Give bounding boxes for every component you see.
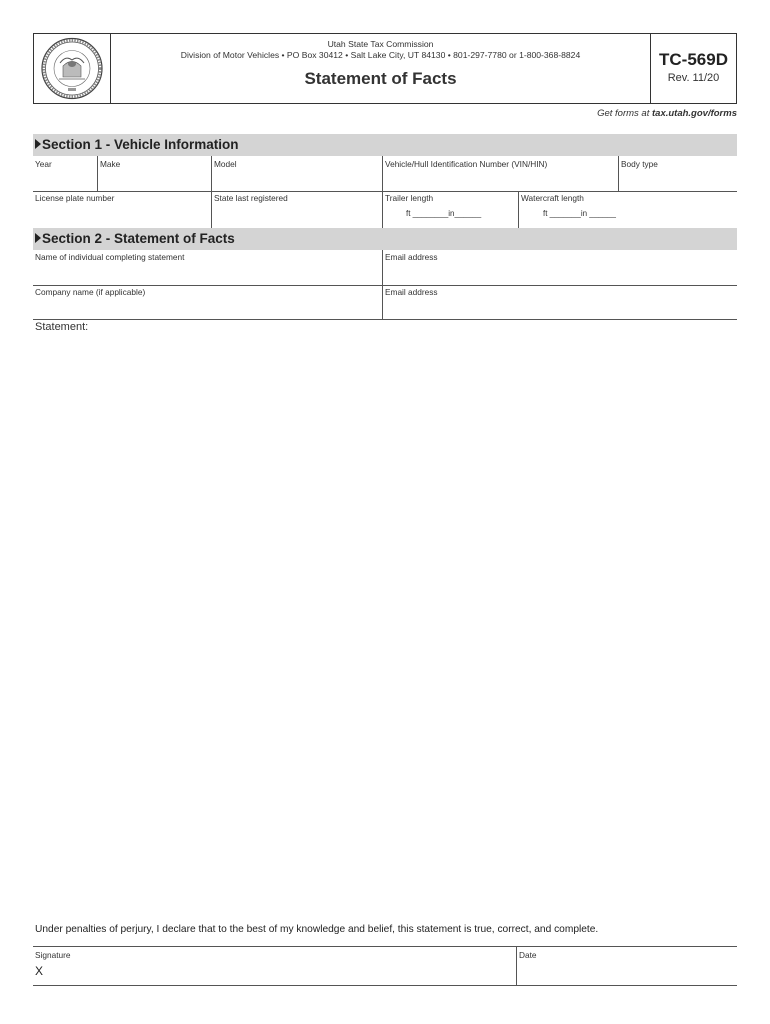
statement-label: Statement:: [35, 321, 89, 333]
state-registered-label: State last registered: [214, 193, 288, 203]
license-plate-field[interactable]: [33, 192, 211, 228]
vin-label: Vehicle/Hull Identification Number (VIN/HIN): [385, 159, 548, 169]
company-email-field[interactable]: [383, 286, 737, 319]
year-label: Year: [35, 159, 52, 169]
get-forms-note: [597, 108, 737, 119]
get-forms-link[interactable]: tax.utah.gov/forms: [652, 108, 737, 119]
email-field[interactable]: [383, 250, 737, 285]
year-field[interactable]: [33, 156, 97, 191]
form-number: TC-569D: [659, 50, 728, 69]
company-field[interactable]: [33, 286, 382, 319]
date-field[interactable]: [517, 947, 737, 985]
signature-bottom-line: [33, 985, 737, 986]
signature-label: Signature: [35, 950, 71, 960]
signature-x-mark: X: [35, 964, 44, 978]
watercraft-length-field[interactable]: ft _______in ______: [543, 209, 616, 218]
statement-textarea[interactable]: [33, 336, 737, 916]
signature-field[interactable]: [33, 947, 516, 985]
section2-header: [33, 228, 737, 250]
agency-address: Division of Motor Vehicles • PO Box 30412 • Salt Lake City, UT 84130 • 801-297-7780 or 1-800-368-8824: [180, 50, 581, 60]
body-type-field[interactable]: [619, 156, 737, 191]
section2-title: Section 2 - Statement of Facts: [42, 231, 235, 246]
model-label: Model: [214, 159, 237, 169]
perjury-declaration: Under penalties of perjury, I declare that to the best of my knowledge and belief, this statement is true, correct, and complete.: [35, 924, 599, 935]
name-field[interactable]: [33, 250, 382, 285]
get-forms-prefix: Get forms at: [597, 108, 652, 119]
form-title: Statement of Facts: [304, 69, 457, 88]
make-label: Make: [100, 159, 121, 169]
make-field[interactable]: [98, 156, 211, 191]
company-label: Company name (if applicable): [35, 287, 146, 297]
company-email-label: Email address: [385, 287, 438, 297]
date-label: Date: [519, 950, 537, 960]
name-label: Name of individual completing statement: [35, 252, 185, 262]
row-divider: [33, 319, 737, 320]
agency-info: [111, 39, 650, 61]
seal-box: [33, 33, 111, 104]
license-plate-label: License plate number: [35, 193, 115, 203]
trailer-length-field[interactable]: ft ________in______: [406, 209, 482, 218]
section1-header: [33, 134, 737, 156]
email-label: Email address: [385, 252, 438, 262]
form-revision: Rev. 11/20: [667, 72, 720, 84]
agency-name: Utah State Tax Commission: [327, 39, 434, 49]
divider: [518, 191, 519, 228]
section-arrow-icon: [35, 139, 41, 149]
state-registered-field[interactable]: [212, 192, 382, 228]
model-field[interactable]: [212, 156, 382, 191]
utah-state-seal-icon: [33, 33, 111, 104]
vin-field[interactable]: [383, 156, 618, 191]
body-type-label: Body type: [621, 159, 658, 169]
watercraft-length-label: Watercraft length: [521, 193, 584, 203]
trailer-length-label: Trailer length: [385, 193, 434, 203]
section1-title: Section 1 - Vehicle Information: [42, 137, 239, 152]
section-arrow-icon: [35, 233, 41, 243]
